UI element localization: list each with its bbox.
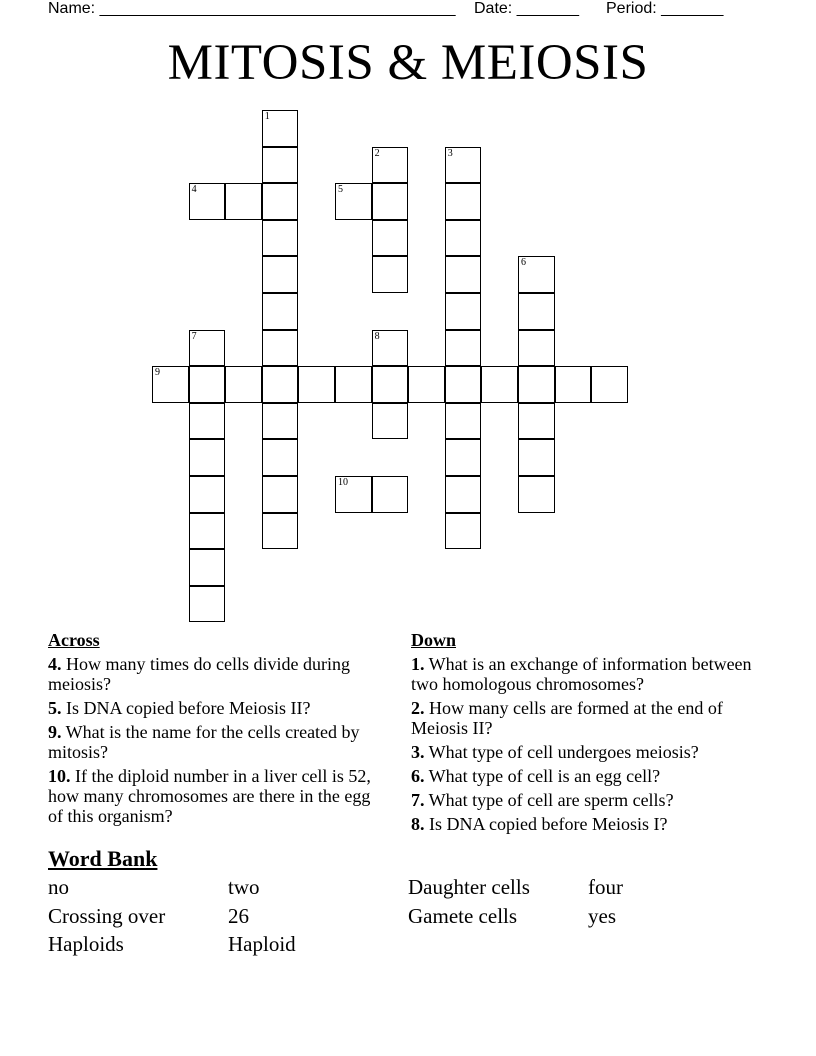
crossword-cell[interactable] (372, 366, 409, 403)
crossword-cell[interactable] (372, 147, 409, 184)
crossword-cell[interactable] (189, 330, 226, 367)
down-clue-3: 3. What type of cell undergoes meiosis? (411, 742, 699, 762)
crossword-cell[interactable] (225, 183, 262, 220)
crossword-cell[interactable] (335, 366, 372, 403)
across-clue-5: 5. Is DNA copied before Meiosis II? (48, 698, 311, 718)
clue-number: 3 (447, 147, 453, 159)
crossword-cell[interactable] (518, 366, 555, 403)
word-bank-item: 26 (228, 904, 249, 928)
crossword-cell[interactable] (445, 439, 482, 476)
crossword-cell[interactable] (189, 513, 226, 550)
crossword-cell[interactable] (189, 403, 226, 440)
period-field-label[interactable]: Period: _______ (606, 0, 724, 17)
crossword-cell[interactable] (335, 476, 372, 513)
crossword-cell[interactable] (262, 293, 299, 330)
crossword-cell[interactable] (262, 220, 299, 257)
crossword-cell[interactable] (445, 183, 482, 220)
clue-number: 9 (155, 367, 160, 379)
across-clue-9: 9. What is the name for the cells created by mitosis? (48, 722, 360, 762)
clue-number: 7 (191, 330, 197, 342)
crossword-cell[interactable] (591, 366, 628, 403)
crossword-cell[interactable] (445, 330, 482, 367)
clue-number: 6 (521, 257, 526, 269)
crossword-cell[interactable] (445, 256, 482, 293)
crossword-cell[interactable] (372, 256, 409, 293)
crossword-cell[interactable] (262, 476, 299, 513)
clue-number: 8 (374, 330, 380, 342)
crossword-cell[interactable] (262, 403, 299, 440)
crossword-cell[interactable] (481, 366, 518, 403)
crossword-cell[interactable] (262, 366, 299, 403)
across-heading: Across (48, 630, 100, 650)
page-title: MITOSIS & MEIOSIS (167, 35, 649, 91)
word-bank-item: four (588, 875, 623, 899)
crossword-cell[interactable] (445, 476, 482, 513)
word-bank-item: Crossing over (48, 904, 166, 928)
crossword-cell[interactable] (518, 256, 555, 293)
word-bank-item: Gamete cells (408, 904, 518, 928)
crossword-cell[interactable] (445, 293, 482, 330)
crossword-cell[interactable] (225, 366, 262, 403)
crossword-cell[interactable] (262, 256, 299, 293)
down-clues (411, 629, 761, 838)
crossword-cell[interactable] (372, 220, 409, 257)
word-bank-item: no (48, 875, 69, 899)
crossword-cell[interactable] (445, 220, 482, 257)
crossword-cell[interactable] (189, 549, 226, 586)
crossword-cell[interactable] (518, 439, 555, 476)
crossword-cell[interactable] (262, 147, 299, 184)
crossword-cell[interactable] (518, 403, 555, 440)
crossword-cell[interactable] (189, 586, 226, 623)
crossword-cell[interactable] (518, 330, 555, 367)
across-clue-4: 4. How many times do cells divide during meiosis? (48, 654, 350, 694)
down-clue-1: 1. What is an exchange of information between two homologous chromosomes? (411, 654, 752, 694)
clue-number: 10 (338, 477, 348, 488)
word-bank-item: Haploids (48, 932, 124, 956)
name-field-label[interactable]: Name: ________________________________________ (48, 0, 456, 17)
down-clue-2: 2. How many cells are formed at the end of Meiosis II? (411, 698, 723, 738)
crossword-cell[interactable] (189, 366, 226, 403)
crossword-cell[interactable] (518, 476, 555, 513)
crossword-cell[interactable] (445, 147, 482, 184)
crossword-cell[interactable] (189, 476, 226, 513)
down-clue-7: 7. What type of cell are sperm cells? (411, 790, 674, 810)
word-bank-item: two (228, 875, 260, 899)
word-bank-item: Haploid (228, 932, 296, 956)
across-clue-10: 10. If the diploid number in a liver cell is 52, how many chromosomes are there in the egg of this organism? (48, 766, 371, 826)
crossword-cell[interactable] (262, 110, 299, 147)
crossword-cell[interactable] (445, 403, 482, 440)
crossword-cell[interactable] (262, 513, 299, 550)
crossword-cell[interactable] (372, 476, 409, 513)
word-bank-title: Word Bank (48, 846, 158, 871)
crossword-cell[interactable] (518, 293, 555, 330)
crossword-cell[interactable] (262, 183, 299, 220)
clue-number: 4 (191, 184, 197, 196)
down-clue-6: 6. What type of cell is an egg cell? (411, 766, 661, 786)
word-bank-item: Daughter cells (408, 875, 530, 899)
clue-number: 2 (374, 147, 380, 159)
across-clues (48, 629, 388, 830)
crossword-cell[interactable] (335, 183, 372, 220)
crossword-cell[interactable] (262, 330, 299, 367)
crossword-cell[interactable] (372, 183, 409, 220)
crossword-cell[interactable] (189, 183, 226, 220)
crossword-cell[interactable] (152, 366, 189, 403)
crossword-cell[interactable] (262, 439, 299, 476)
crossword-cell[interactable] (408, 366, 445, 403)
down-heading: Down (411, 630, 457, 650)
crossword-cell[interactable] (445, 366, 482, 403)
crossword-cell[interactable] (555, 366, 592, 403)
clue-number: 1 (264, 111, 270, 122)
crossword-cell[interactable] (298, 366, 335, 403)
word-bank-item: yes (588, 904, 616, 928)
date-field-label[interactable]: Date: _______ (474, 0, 579, 17)
down-clue-8: 8. Is DNA copied before Meiosis I? (411, 814, 668, 834)
crossword-cell[interactable] (372, 330, 409, 367)
crossword-cell[interactable] (372, 403, 409, 440)
clue-number: 5 (338, 184, 343, 196)
crossword-cell[interactable] (189, 439, 226, 476)
crossword-cell[interactable] (445, 513, 482, 550)
